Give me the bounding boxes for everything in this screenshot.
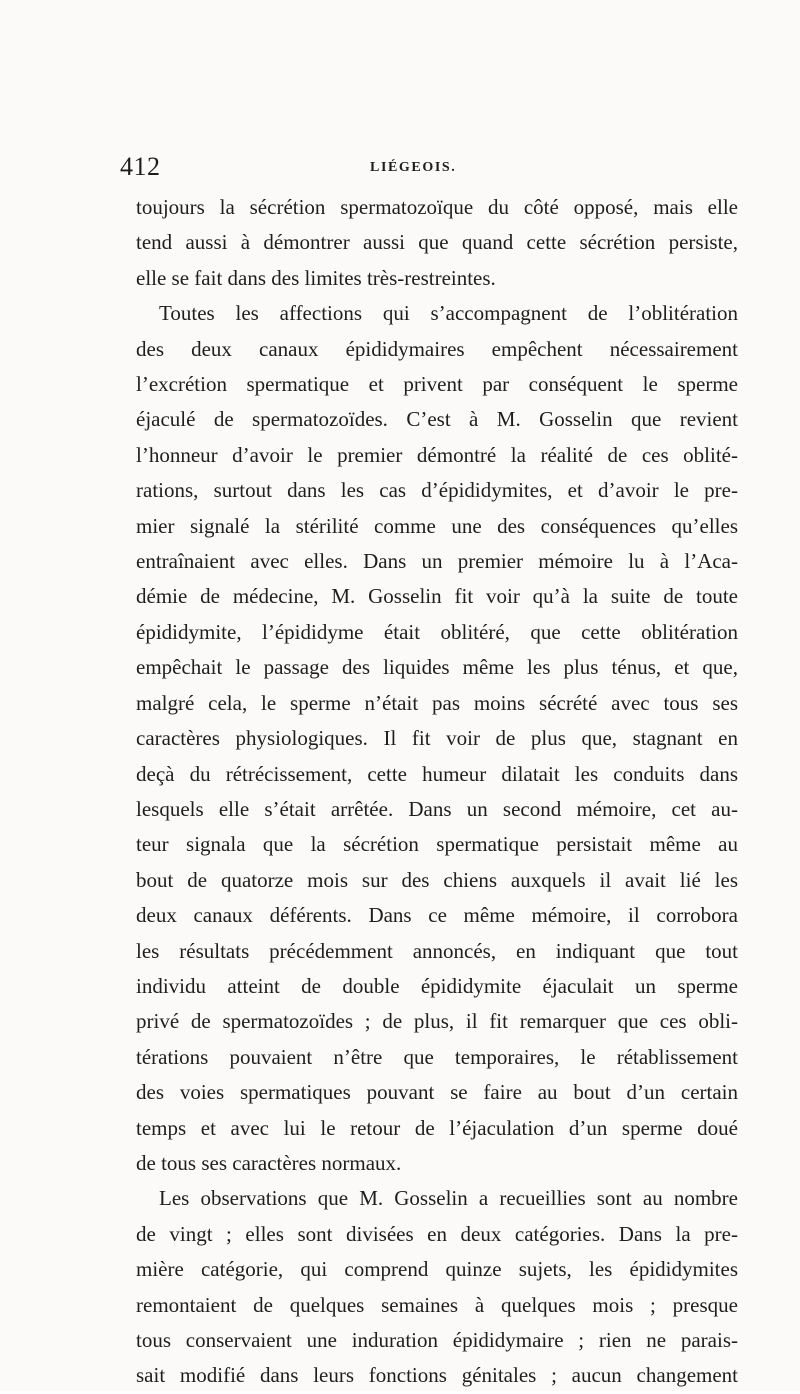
text-line: privé de spermatozoïdes ; de plus, il fit remarquer que ces obli- [136,1009,738,1034]
paragraph-start-line: Les observations que M. Gosselin a recueillies sont au nombre [159,1186,738,1211]
text-line: éjaculé de spermatozoïdes. C’est à M. Gosselin que revient [136,407,738,432]
text-line: tend aussi à démontrer aussi que quand cette sécrétion persiste, [136,230,738,255]
page-header [120,152,740,182]
text-line: de vingt ; elles sont divisées en deux catégories. Dans la pre- [136,1221,738,1246]
text-line: bout de quatorze mois sur des chiens auxquels il avait lié les [136,867,738,892]
text-line: térations pouvaient n’être que temporaires, le rétablissement [136,1044,738,1069]
text-line: de tous ses caractères normaux. [136,1150,402,1175]
paragraph-start-line: Toutes les affections qui s’accompagnent de l’oblitération [159,301,738,326]
text-line: rations, surtout dans les cas d’épididymites, et d’avoir le pre- [136,478,738,503]
text-line: malgré cela, le sperme n’était pas moins sécrété avec tous ses [136,690,738,715]
text-line: caractères physiologiques. Il fit voir de plus que, stagnant en [136,726,738,751]
text-line: mier signalé la stérilité comme une des conséquences qu’elles [136,513,738,538]
text-line: des voies spermatiques pouvant se faire au bout d’un certain [136,1080,738,1105]
text-line: l’honneur d’avoir le premier démontré la réalité de ces oblité- [136,442,738,467]
text-line: des deux canaux épididymaires empêchent nécessairement [136,336,738,361]
text-line: les résultats précédemment annoncés, en indiquant que tout [136,938,738,963]
text-line: mière catégorie, qui comprend quinze sujets, les épididymites [136,1257,738,1282]
text-line: empêchait le passage des liquides même les plus ténus, et que, [136,655,738,680]
text-line: entraînaient avec elles. Dans un premier mémoire lu à l’Aca- [136,549,738,574]
text-line: elle se fait dans des limites très-restreintes. [136,265,496,290]
text-line: deçà du rétrécissement, cette humeur dilatait les conduits dans [136,761,738,786]
text-line: démie de médecine, M. Gosselin fit voir qu’à la suite de toute [136,584,738,609]
text-line: toujours la sécrétion spermatozoïque du côté opposé, mais elle [136,195,738,219]
text-line: tous conservaient une induration épididymaire ; rien ne parais- [136,1328,738,1352]
page-number: 412 [120,152,161,181]
body-text [136,190,738,1394]
text-line: deux canaux déférents. Dans ce même mémoire, il corrobora [136,903,738,928]
text-line: individu atteint de double épididymite éjaculait un sperme [136,973,738,998]
text-line: remontaient de quelques semaines à quelques mois ; presque [136,1292,738,1317]
running-head: LIÉGEOIS. [370,160,457,175]
text-line: lesquels elle s’était arrêtée. Dans un second mémoire, cet au- [136,796,738,821]
text-line: épididymite, l’épididyme était oblitéré, que cette oblitération [136,619,738,644]
text-line: temps et avec lui le retour de l’éjaculation d’un sperme doué [136,1115,738,1140]
text-line: l’excrétion spermatique et privent par conséquent le sperme [136,372,738,397]
text-line: teur signala que la sécrétion spermatique persistait même au [136,832,738,857]
text-line: sait modifié dans leurs fonctions génitales ; aucun changement [136,1363,738,1388]
